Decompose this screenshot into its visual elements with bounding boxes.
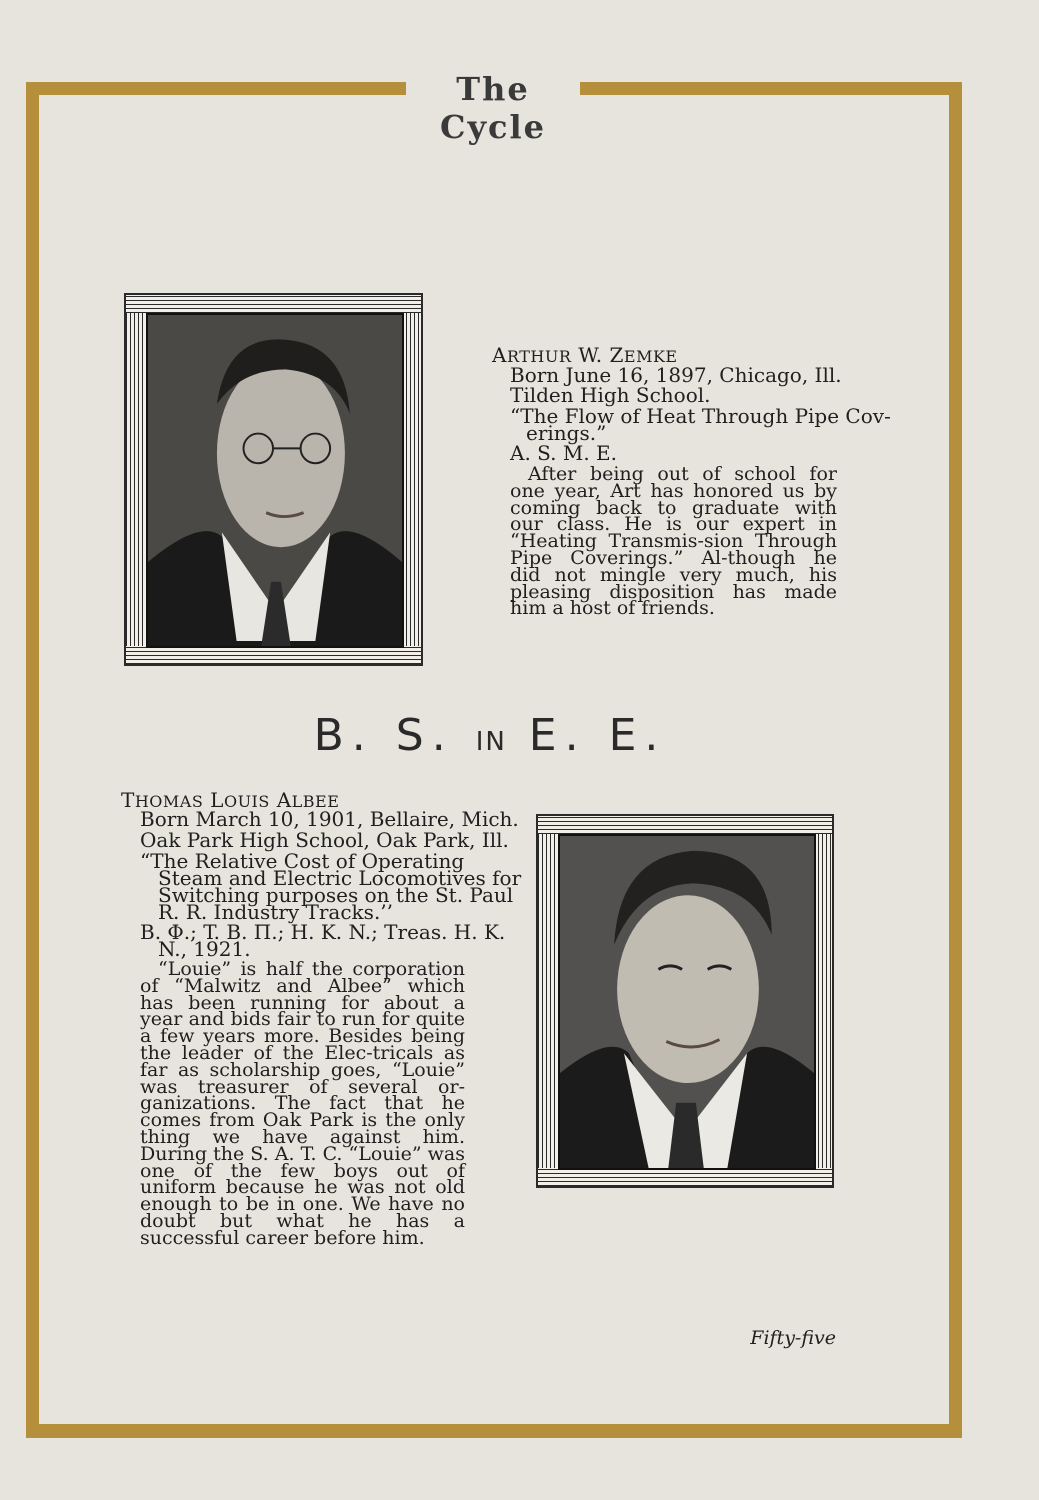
running-header: The Cycle <box>439 70 547 146</box>
border-top-left <box>26 82 406 95</box>
portrait-frame-zemke <box>124 293 423 666</box>
societies-line: B. Φ.; T. B. Π.; H. K. N.; Treas. H. K. <box>140 920 506 944</box>
thesis-line-cont: erings.” <box>526 421 607 445</box>
birth-line: Born June 16, 1897, Chicago, Ill. <box>510 363 842 387</box>
thesis-line: “The Relative Cost of Operating <box>140 849 465 873</box>
portrait-photo-zemke <box>146 313 404 648</box>
societies-line-cont: N., 1921. <box>158 937 251 961</box>
thesis-line-cont: Switching purposes on the St. Paul <box>158 883 514 907</box>
bio-paragraph-zemke: After being out of school for one year, Art has honored us by coming back to graduate with our class. He is our expert in “Heating Transmis-sion Through Pipe Coverings.” Al-though he did not mingle very much, his pleasing disposition has made him a host of friends. <box>510 463 837 620</box>
bio-paragraph-albee: “Louie” is half the corporation of “Malwitz and Albee” which has been running for about a year and bids fair to run for quite a few years more. Besides being the leader of the Elec-tricals as far as scholarship goes, “Louie” was treasurer of several or-ganizations. The fact that he comes from Oak Park is the only thing we have against him. During the S. A. T. C. “Louie” was one of the few boys out of uniform because he was not old enough to be in one. We have no doubt but what he has a successful career before him. <box>140 958 465 1249</box>
thesis-line-cont: R. R. Industry Tracks.’’ <box>158 900 394 924</box>
birth-line: Born March 10, 1901, Bellaire, Mich. <box>140 807 519 831</box>
entry-name-albee: THOMAS LOUIS ALBEE <box>121 788 340 812</box>
thesis-line: “The Flow of Heat Through Pipe Cov- <box>510 404 891 428</box>
border-top-right <box>580 82 962 95</box>
portrait-photo-albee <box>558 834 816 1170</box>
section-heading: B. S. IN E. E. <box>313 710 667 761</box>
portrait-frame-albee <box>536 814 834 1188</box>
thesis-line-cont: Steam and Electric Locomotives for <box>158 866 522 890</box>
school-line: Oak Park High School, Oak Park, Ill. <box>140 828 509 852</box>
border-bottom <box>26 1424 962 1438</box>
school-line: Tilden High School. <box>510 383 711 407</box>
entry-name-zemke: ARTHUR W. ZEMKE <box>492 343 678 367</box>
page-number: Fifty-five <box>750 1327 836 1349</box>
societies-line: A. S. M. E. <box>510 441 618 465</box>
